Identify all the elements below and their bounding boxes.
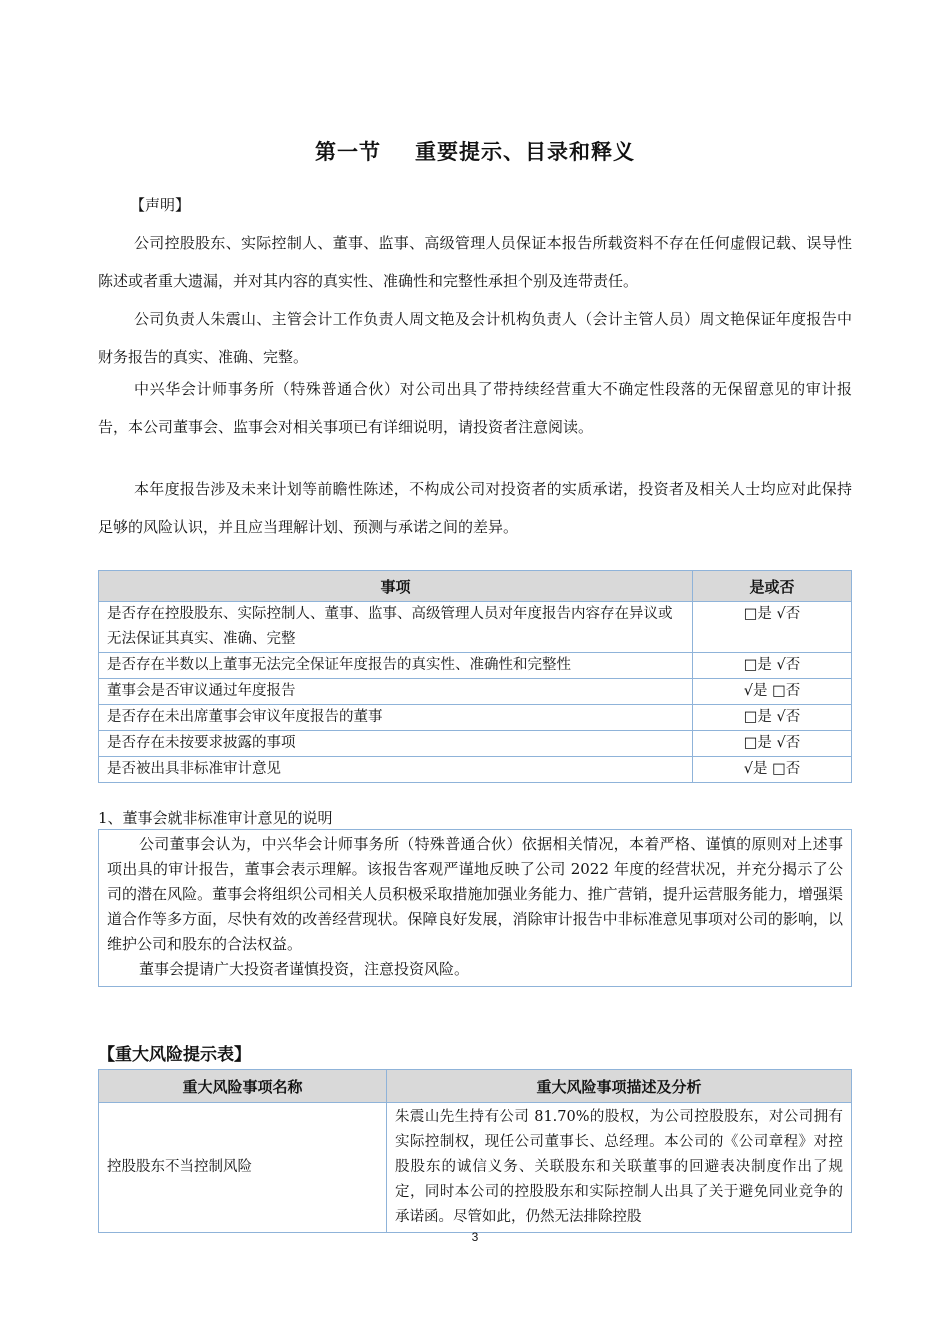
checklist-answer: □是 √否 xyxy=(693,731,852,757)
section-title-part2: 重要提示、目录和释义 xyxy=(415,140,635,164)
checklist-header-item: 事项 xyxy=(99,571,693,602)
checklist-item: 是否被出具非标准审计意见 xyxy=(99,757,693,783)
paragraph-auditor: 中兴华会计师事务所（特殊普通合伙）对公司出具了带持续经营重大不确定性段落的无保留意见的审计报告，本公司董事会、监事会对相关事项已有详细说明，请投资者注意阅读。 xyxy=(98,380,852,436)
section-title xyxy=(0,136,950,166)
checklist-header-answer: 是或否 xyxy=(693,571,852,602)
paragraph-forward-looking: 本年度报告涉及未来计划等前瞻性陈述，不构成公司对投资者的实质承诺，投资者及相关人士均应对此保持足够的风险认识，并且应当理解计划、预测与承诺之间的差异。 xyxy=(98,480,852,536)
risk-table-heading: 【重大风险提示表】 xyxy=(98,1045,251,1065)
checklist-item: 是否存在未出席董事会审议年度报告的董事 xyxy=(99,705,693,731)
paragraph-responsible-persons: 公司负责人朱震山、主管会计工作负责人周文艳及会计机构负责人（会计主管人员）周文艳保证年度报告中财务报告的真实、准确、完整。 xyxy=(98,310,852,366)
board-note-paragraph: 董事会提请广大投资者谨慎投资，注意投资风险。 xyxy=(139,960,470,978)
table-row xyxy=(99,602,852,653)
page-number: 3 xyxy=(471,1230,479,1244)
board-note-title: 1、董事会就非标准审计意见的说明 xyxy=(98,809,333,827)
checklist-answer: √是 □否 xyxy=(693,679,852,705)
paragraph-guarantee: 公司控股股东、实际控制人、董事、监事、高级管理人员保证本报告所载资料不存在任何虚假记载、误导性陈述或者重大遗漏，并对其内容的真实性、准确性和完整性承担个别及连带责任。 xyxy=(98,234,852,290)
table-row xyxy=(99,679,852,705)
table-row xyxy=(99,731,852,757)
checklist-item: 是否存在未按要求披露的事项 xyxy=(99,731,693,757)
declaration-label: 【声明】 xyxy=(130,196,191,214)
risk-name: 控股股东不当控制风险 xyxy=(99,1103,387,1233)
checklist-answer: □是 √否 xyxy=(693,653,852,679)
table-row xyxy=(99,1103,852,1233)
table-row xyxy=(99,757,852,783)
board-note-paragraph: 公司董事会认为，中兴华会计师事务所（特殊普通合伙）依据相关情况，本着严格、谨慎的原则对上述事项出具的审计报告，董事会表示理解。该报告客观严谨地反映了公司 2022 年度的经营状况，并充分揭示了公司的潜在风险。董事会将组织公司相关人员积极采取措施加强业务能力、推广营销，提升运营服务能力，增强渠道合作等多方面，尽快有效的改善经营现状。保障良好发展，消除审计报告中非标准意见事项对公司的影响，以维护公司和股东的合法权益。 xyxy=(107,835,843,953)
board-note-box xyxy=(98,829,852,987)
checklist-item: 是否存在半数以上董事无法完全保证年度报告的真实性、准确性和完整性 xyxy=(99,653,693,679)
risk-header-name: 重大风险事项名称 xyxy=(99,1070,387,1103)
risk-description: 朱震山先生持有公司 81.70%的股权，为公司控股股东，对公司拥有实际控制权，现任公司董事长、总经理。本公司的《公司章程》对控股股东的诚信义务、关联股东和关联董事的回避表决制度作出了规定，同时本公司的控股股东和实际控制人出具了关于避免同业竞争的承诺函。尽管如此，仍然无法排除控股 xyxy=(387,1103,852,1233)
section-title-part1: 第一节 xyxy=(315,140,381,164)
checklist-answer: □是 √否 xyxy=(693,705,852,731)
risk-table xyxy=(98,1069,852,1233)
checklist-item: 是否存在控股股东、实际控制人、董事、监事、高级管理人员对年度报告内容存在异议或无法保证其真实、准确、完整 xyxy=(99,602,693,653)
checklist-answer: □是 √否 xyxy=(693,602,852,653)
checklist-answer: √是 □否 xyxy=(693,757,852,783)
table-row xyxy=(99,653,852,679)
checklist-item: 董事会是否审议通过年度报告 xyxy=(99,679,693,705)
table-row xyxy=(99,705,852,731)
risk-header-description: 重大风险事项描述及分析 xyxy=(387,1070,852,1103)
checklist-table xyxy=(98,570,852,783)
